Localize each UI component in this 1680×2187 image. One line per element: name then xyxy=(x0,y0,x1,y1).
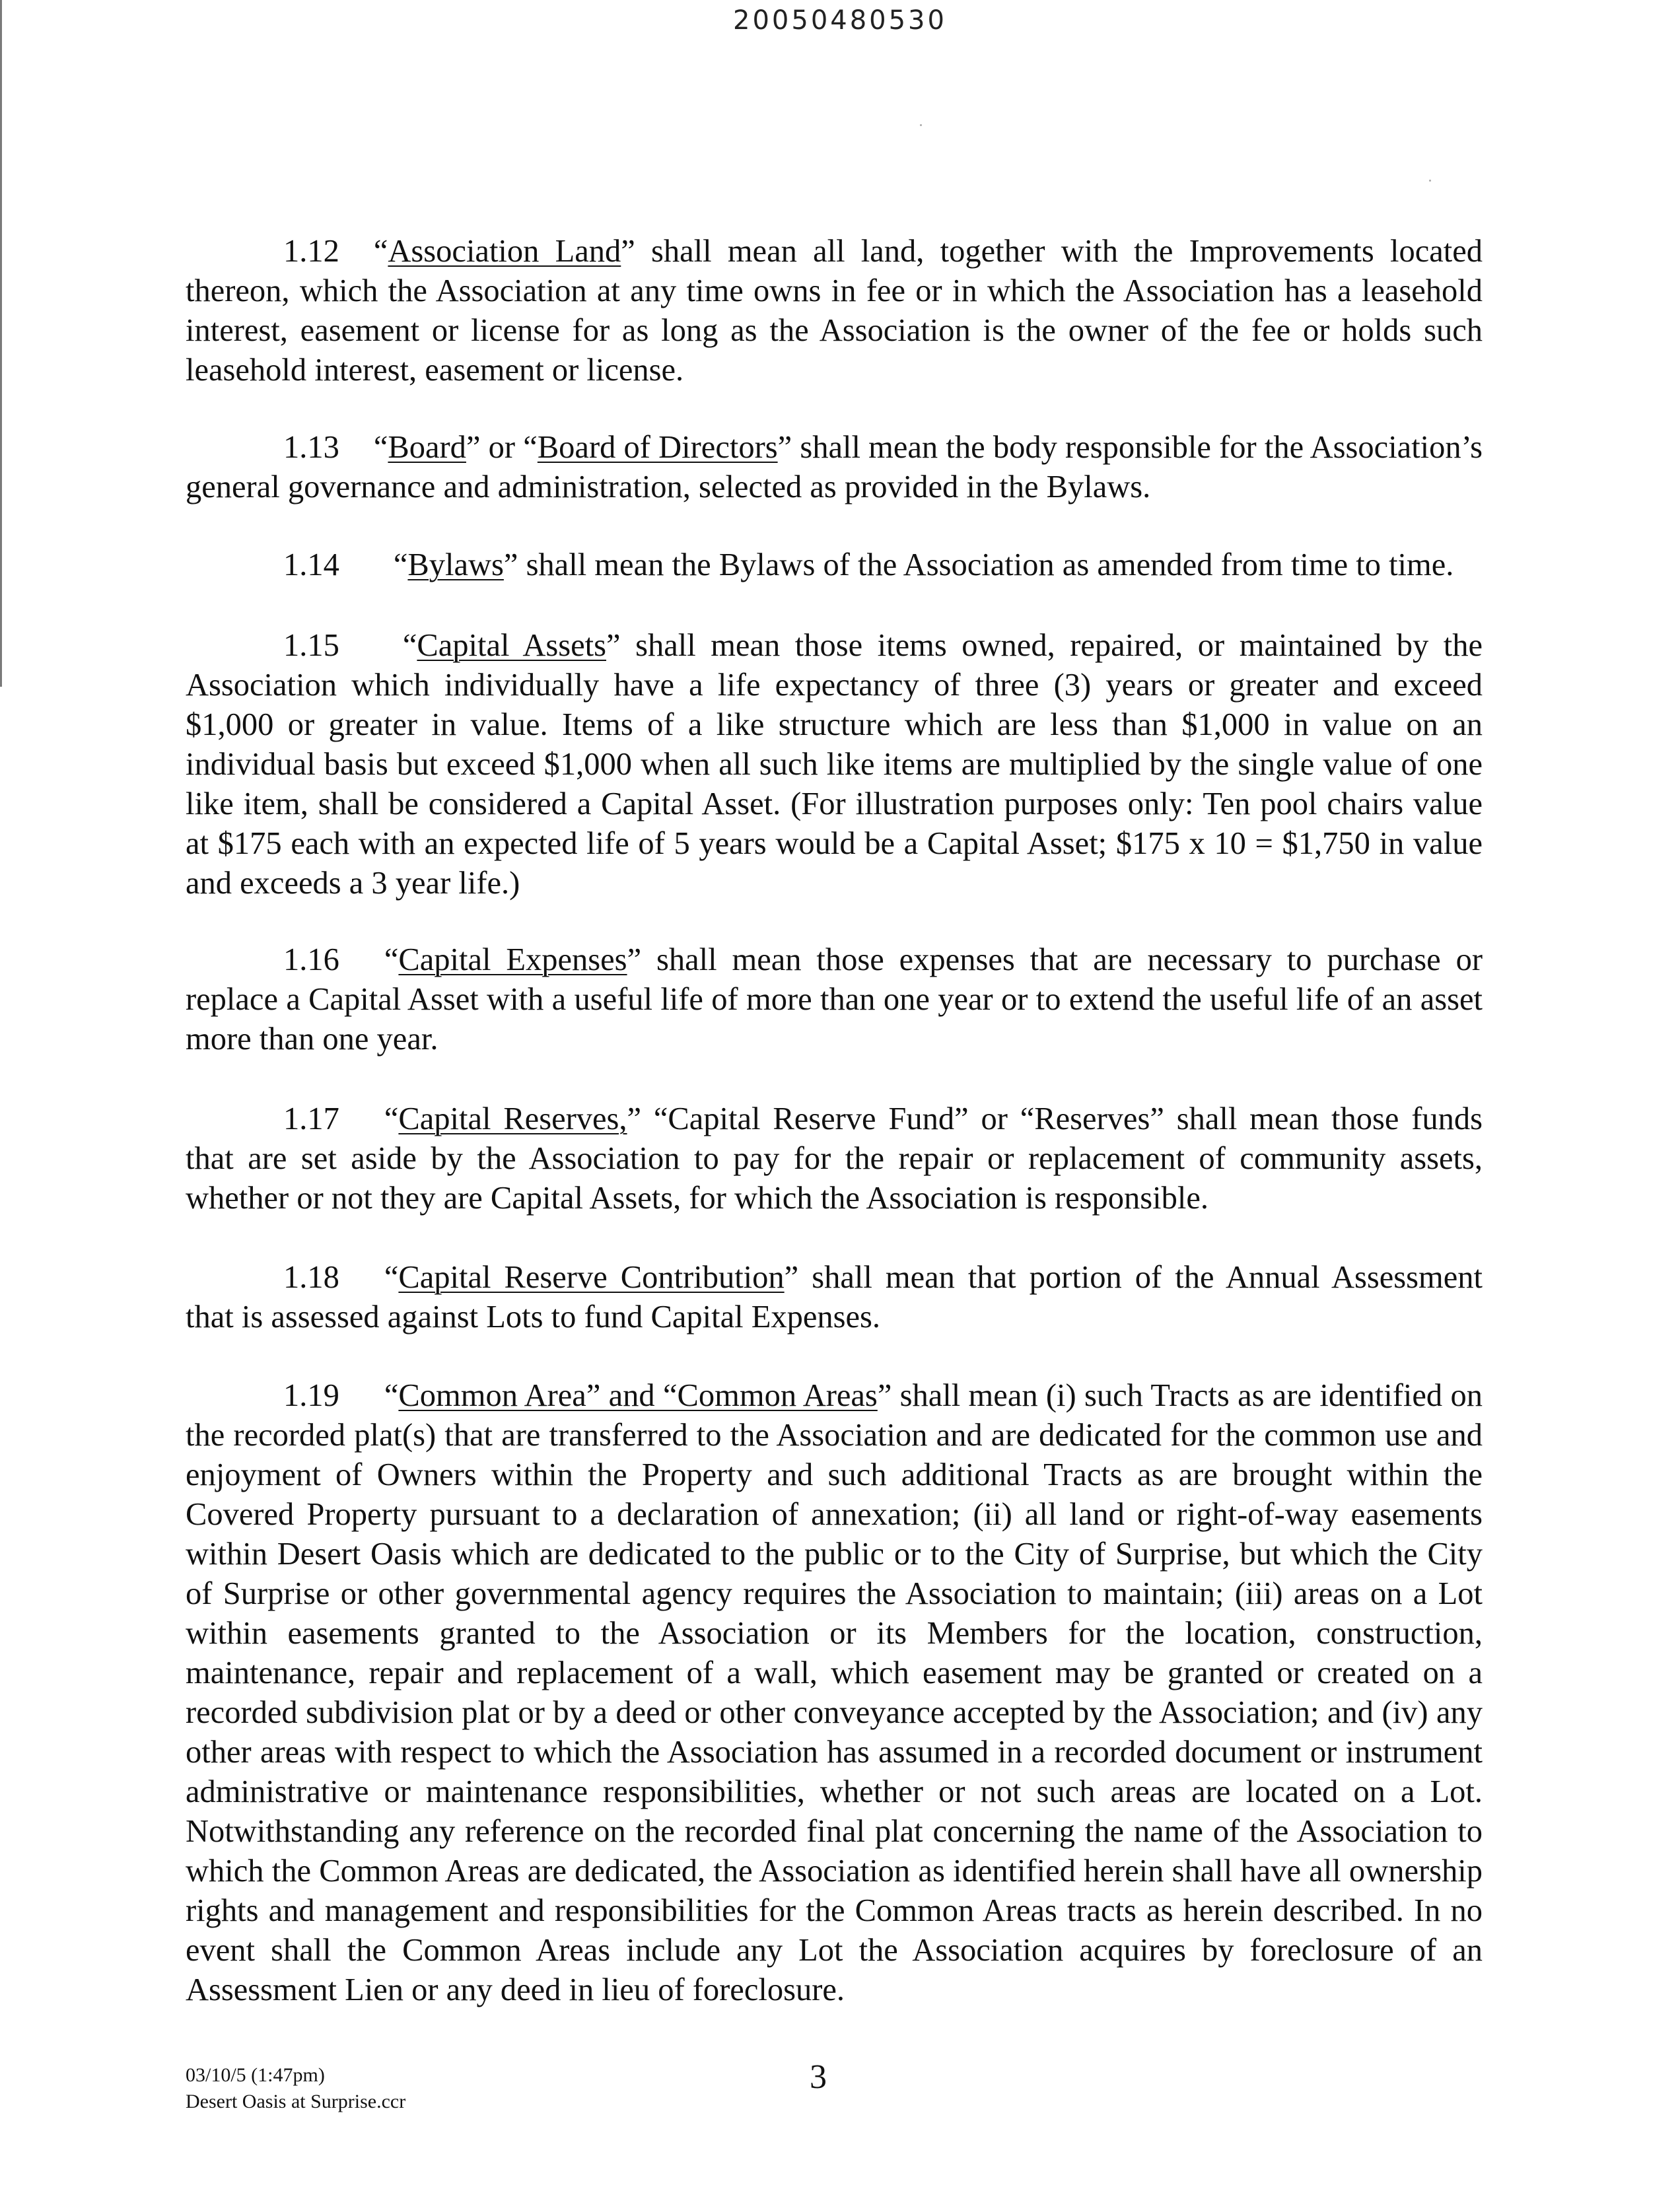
section-body: shall mean those expenses that are necessary to purchase or replace a Capital Asset with a useful life of more than one year or to extend the useful life of an asset more than one year. xyxy=(186,942,1483,1057)
section-body: shall mean those items owned, repaired, or maintained by the Association which individually have a life expectancy of three (3) years or greater and exceed $1,000 or greater in value. Items of a like structure which are less than $1,000 in value on an individual basis but exceed $1,000 when all such like items are multiplied by the single value of one like item, shall be considered a Capital Asset. (For illustration purposes only: Ten pool chairs value at $175 each with an expected life of 5 years would be a Capital Asset; $175 x 10 = $1,750 in value and exceeds a 3 year life.) xyxy=(186,628,1483,901)
footer-filename: Desert Oasis at Surprise.ccr xyxy=(186,2091,406,2112)
section-body: shall mean that portion of the Annual Assessment that is assessed against Lots to fund Capital Expenses. xyxy=(186,1260,1483,1335)
defined-term: Board xyxy=(388,430,466,465)
section-number: 1.16 xyxy=(283,942,339,977)
section-1-15: 1.15 “Capital Assets” shall mean those items owned, repaired, or maintained by the Association which individually have a life expectancy of three (3) years or greater and exceed $1,000 or greater in value. Items of a like structure which are less than $1,000 in value on an individual basis but exceed $1,000 when all such like items are multiplied by the single value of one like item, shall be considered a Capital Asset. (For illustration purposes only: Ten pool chairs value at $175 each with an expected life of 5 years would be a Capital Asset; $175 x 10 = $1,750 in value and exceeds a 3 year life.) xyxy=(186,628,1483,901)
section-1-18: 1.18 “Capital Reserve Contribution” shall mean that portion of the Annual Assessment that is assessed against Lots to fund Capital Expenses. xyxy=(186,1260,1483,1335)
section-1-17: 1.17 “Capital Reserves,” “Capital Reserve Fund” or “Reserves” shall mean those funds that are set aside by the Association to pay for the repair or replacement of community assets, whether or not they are Capital Assets, for which the Association is responsible. xyxy=(186,1101,1483,1216)
footer-date: 03/10/5 (1:47pm) xyxy=(186,2064,325,2086)
defined-term: Capital Assets xyxy=(417,628,606,663)
section-body: ” “Capital Reserve Fund” or “Reserves” shall mean those funds that are set aside by the Association to pay for the repair or replacement of community assets, whether or not they are Capital Assets, for which the Association is responsible. xyxy=(186,1101,1483,1216)
defined-term: Common Area” and “Common Areas xyxy=(398,1378,878,1413)
section-body: shall mean all land, together with the Improvements located thereon, which the Association at any time owns in fee or in which the Association has a leasehold interest, easement or license for as long as the Association is the owner of the fee or holds such leasehold interest, easement or license. xyxy=(186,234,1483,388)
scan-edge-line xyxy=(0,0,2,687)
section-number: 1.14 xyxy=(283,547,339,582)
page-number: 3 xyxy=(810,2058,827,2096)
section-number: 1.17 xyxy=(283,1101,339,1136)
section-body: shall mean the body responsible for the Association’s general governance and administration, selected as provided in the Bylaws. xyxy=(186,430,1483,504)
section-1-14: 1.14 “Bylaws” shall mean the Bylaws of the Association as amended from time to time. xyxy=(283,547,1454,582)
defined-term: Capital Reserve Contribution xyxy=(398,1260,785,1295)
scan-speck xyxy=(920,124,922,126)
defined-term: Capital Expenses xyxy=(398,942,627,977)
defined-term: Association Land xyxy=(388,234,621,269)
section-connector: or xyxy=(480,430,524,465)
footer-meta xyxy=(186,2062,405,2115)
defined-term: Board of Directors xyxy=(537,430,778,465)
section-1-19: 1.19 “Common Area” and “Common Areas” shall mean (i) such Tracts as are identified on the recorded plat(s) that are transferred to the Association and are dedicated for the common use and enjoyment of Owners within the Property and such additional Tracts as are brought within the Covered Property pursuant to a declaration of annexation; (ii) all land or right-of-way easements within Desert Oasis which are dedicated to the public or to the City of Surprise, but which the City of Surprise or other governmental agency requires the Association to maintain; (iii) areas on a Lot within easements granted to the Association or its Members for the location, construction, maintenance, repair and replacement of a wall, which easement may be granted or created on a recorded subdivision plat or by a deed or other conveyance accepted by the Association; and (iv) any other areas with respect to which the Association has assumed in a recorded document or instrument administrative or maintenance responsibilities, whether or not such areas are located on a Lot. Notwithstanding any reference on the recorded final plat concerning the name of the Association to which the Common Areas are dedicated, the Association as identified herein shall have all ownership rights and management and responsibilities for the Common Areas tracts as herein described. In no event shall the Common Areas include any Lot the Association acquires by foreclosure of an Assessment Lien or any deed in lieu of foreclosure. xyxy=(186,1378,1483,2007)
section-number: 1.18 xyxy=(283,1260,339,1295)
scan-speck xyxy=(1429,180,1431,182)
section-number: 1.12 xyxy=(283,234,339,269)
section-1-12: 1.12 “Association Land” shall mean all land, together with the Improvements located thereon, which the Association at any time owns in fee or in which the Association has a leasehold interest, easement or license for as long as the Association is the owner of the fee or holds such leasehold interest, easement or license. xyxy=(186,234,1483,388)
section-number: 1.19 xyxy=(283,1378,339,1413)
section-body: shall mean (i) such Tracts as are identified on the recorded plat(s) that are transferred to the Association and are dedicated for the common use and enjoyment of Owners within the Property and such additional Tracts as are brought within the Covered Property pursuant to a declaration of annexation; (ii) all land or right-of-way easements within Desert Oasis which are dedicated to the public or to the City of Surprise, but which the City of Surprise or other governmental agency requires the Association to maintain; (iii) areas on a Lot within easements granted to the Association or its Members for the location, construction, maintenance, repair and replacement of a wall, which easement may be granted or created on a recorded subdivision plat or by a deed or other conveyance accepted by the Association; and (iv) any other areas with respect to which the Association has assumed in a recorded document or instrument administrative or maintenance responsibilities, whether or not such areas are located on a Lot. Notwithstanding any reference on the recorded final plat concerning the name of the Association to which the Common Areas are dedicated, the Association as identified herein shall have all ownership rights and management and responsibilities for the Common Areas tracts as herein described. In no event shall the Common Areas include any Lot the Association acquires by foreclosure of an Assessment Lien or any deed in lieu of foreclosure. xyxy=(186,1378,1483,2007)
section-number: 1.13 xyxy=(283,430,339,465)
defined-term: Bylaws xyxy=(407,547,504,582)
recording-number: 20050480530 xyxy=(733,5,947,36)
section-1-16: 1.16 “Capital Expenses” shall mean those expenses that are necessary to purchase or replace a Capital Asset with a useful life of more than one year or to extend the useful life of an asset more than one year. xyxy=(186,942,1483,1057)
section-body: shall mean the Bylaws of the Association as amended from time to time. xyxy=(518,547,1454,582)
section-1-13: 1.13 “Board” or “Board of Directors” shall mean the body responsible for the Association’s general governance and administration, selected as provided in the Bylaws. xyxy=(186,430,1483,504)
section-number: 1.15 xyxy=(283,628,339,663)
defined-term: Capital Reserves, xyxy=(398,1101,627,1136)
